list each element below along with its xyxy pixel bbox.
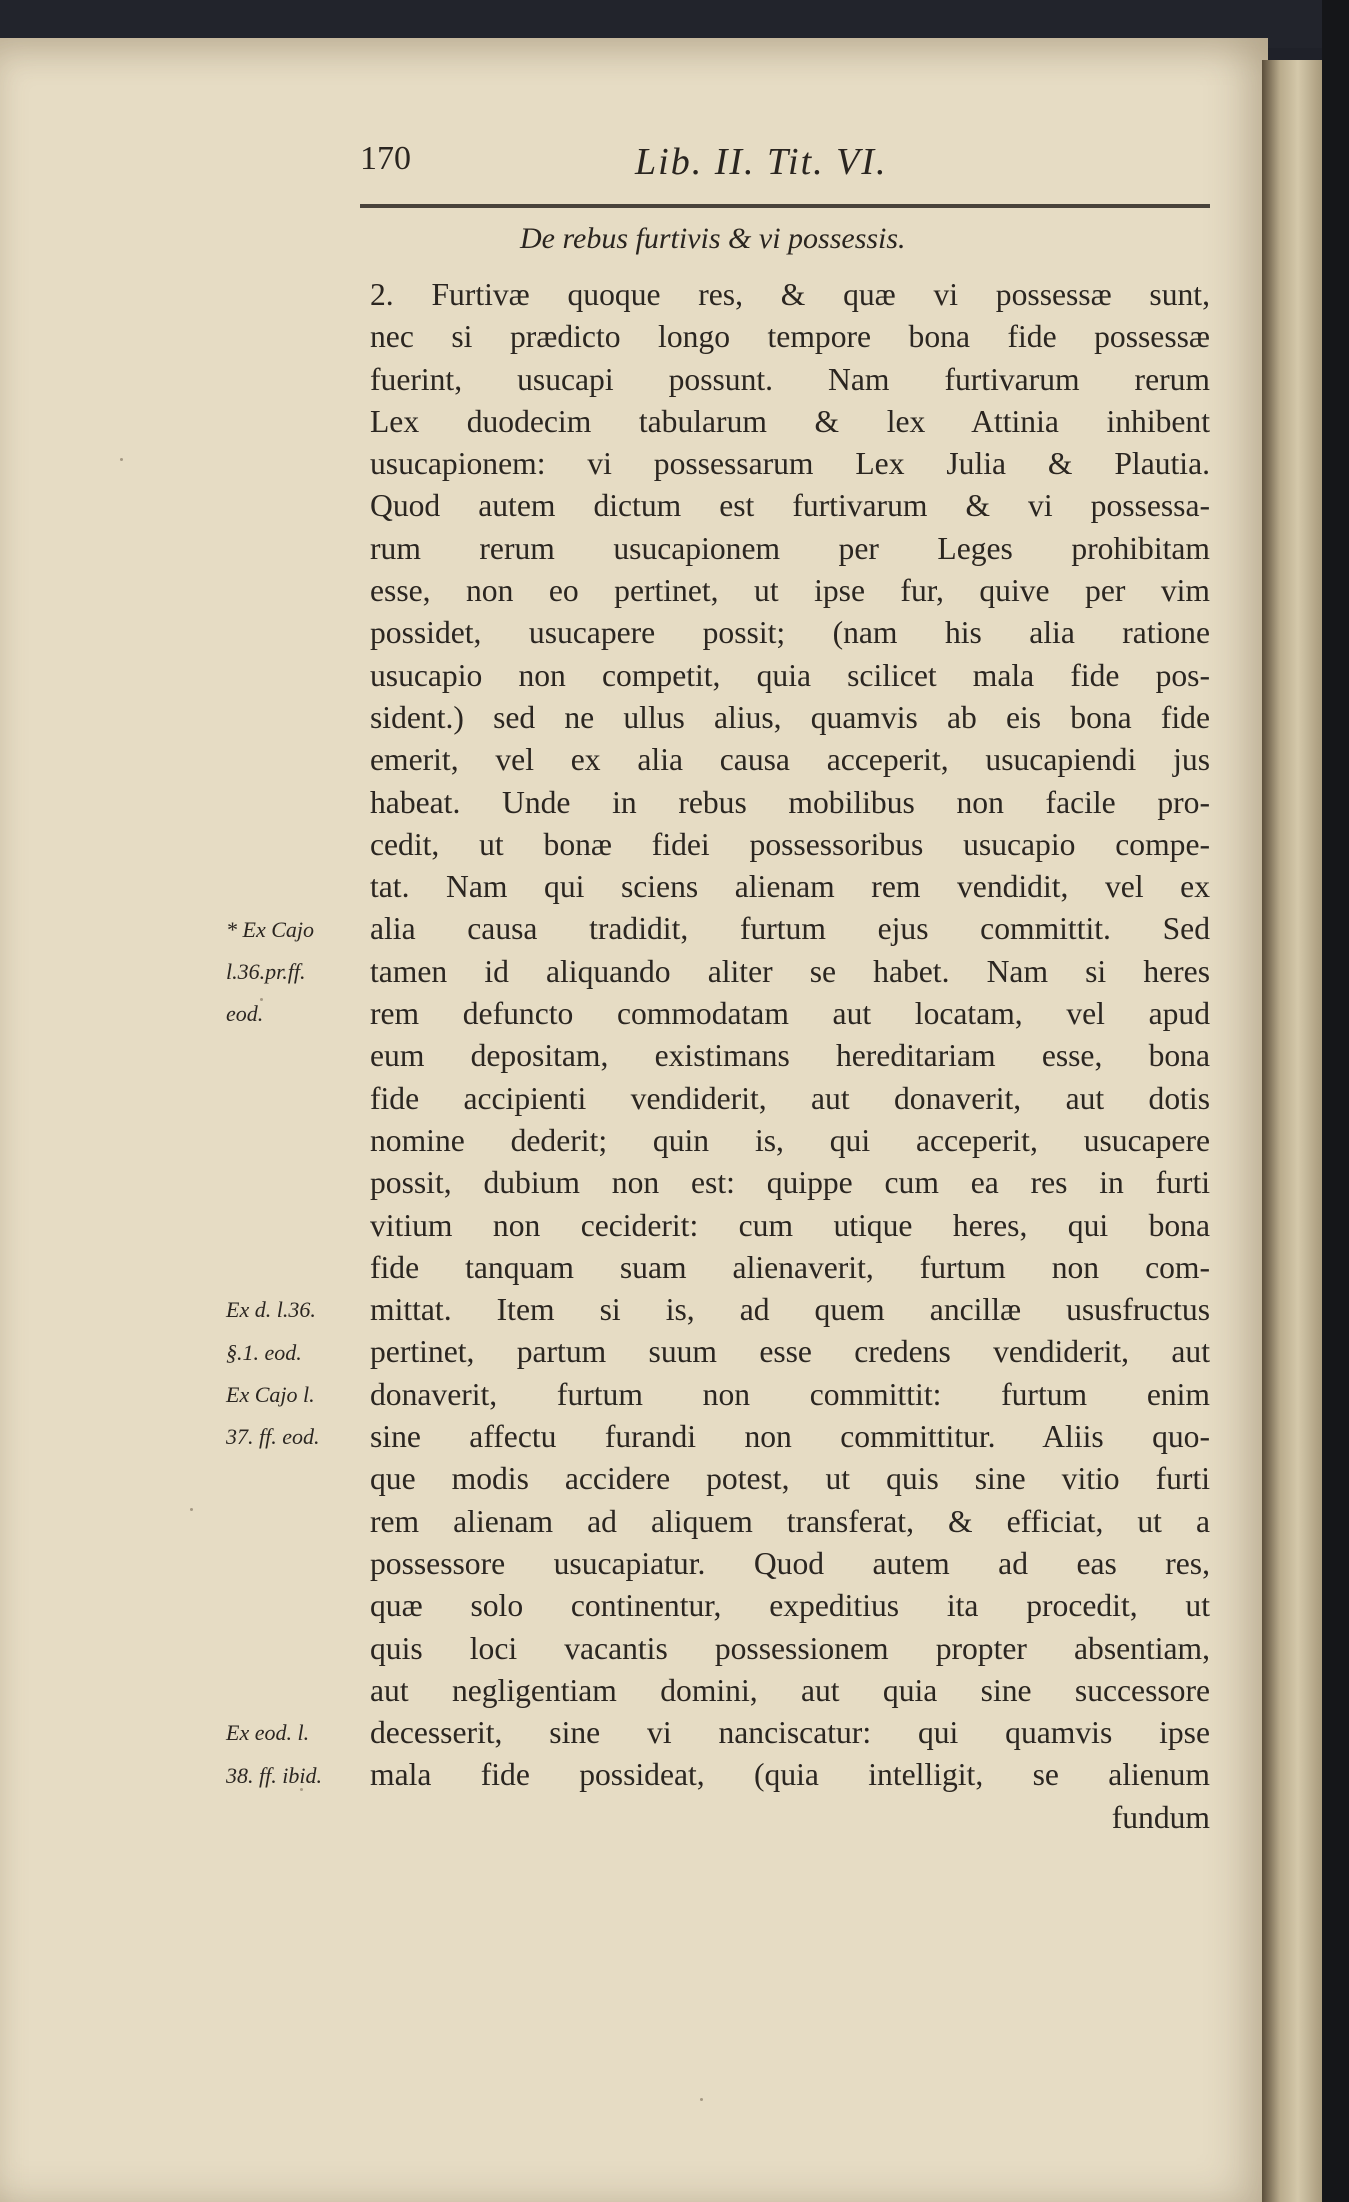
text-line: mittat. Item si is, ad quem ancillæ ususfructus bbox=[370, 1292, 1210, 1328]
text-line: tat. Nam qui sciens alienam rem vendidit, vel ex bbox=[370, 869, 1210, 905]
text-line: quis loci vacantis possessionem propter absentiam, bbox=[370, 1630, 1210, 1666]
margin-note: l.36.pr.ff. bbox=[226, 958, 306, 984]
margin-note: §.1. eod. bbox=[226, 1339, 302, 1365]
text-line: mala fide possideat, (quia intelligit, se alienum bbox=[370, 1757, 1210, 1793]
margin-note: Ex Cajo l. bbox=[226, 1381, 315, 1407]
text-line: eum depositam, existimans hereditariam esse, bona bbox=[370, 1038, 1210, 1074]
section-title: De rebus furtivis & vi possessis. bbox=[520, 222, 906, 255]
margin-note: * Ex Cajo bbox=[226, 916, 314, 942]
text-line: rem defuncto commodatam aut locatam, vel apud bbox=[370, 996, 1210, 1032]
text-line: quæ solo continentur, expeditius ita procedit, ut bbox=[370, 1588, 1210, 1624]
text-line: pertinet, partum suum esse credens vendiderit, aut bbox=[370, 1334, 1210, 1370]
margin-note: 38. ff. ibid. bbox=[226, 1762, 322, 1788]
body-text bbox=[370, 274, 1210, 1839]
margin-note: 37. ff. eod. bbox=[226, 1424, 320, 1450]
text-line: decesserit, sine vi nanciscatur: qui quamvis ipse bbox=[370, 1715, 1210, 1751]
page-header bbox=[360, 140, 1210, 200]
text-line: rem alienam ad aliquem transferat, & efficiat, ut a bbox=[370, 1503, 1210, 1539]
text-line: nomine dederit; quin is, qui acceperit, usucapere bbox=[370, 1122, 1210, 1158]
text-line: aut negligentiam domini, aut quia sine successore bbox=[370, 1672, 1210, 1708]
text-line: fide accipienti vendiderit, aut donaverit, aut dotis bbox=[370, 1080, 1210, 1116]
text-line: nec si prædicto longo tempore bona fide possessæ bbox=[370, 319, 1210, 355]
text-line: fide tanquam suam alienaverit, furtum non com- bbox=[370, 1249, 1210, 1285]
text-line: tamen id aliquando aliter se habet. Nam si heres bbox=[370, 953, 1210, 989]
text-line: possidet, usucapere possit; (nam his alia ratione bbox=[370, 615, 1210, 651]
running-head: Lib. II. Tit. VI. bbox=[635, 141, 888, 183]
text-line: Lex duodecim tabularum & lex Attinia inhibent bbox=[370, 403, 1210, 439]
text-line: vitium non ceciderit: cum utique heres, qui bona bbox=[370, 1207, 1210, 1243]
page-edge-shadow bbox=[1262, 60, 1322, 2202]
text-line: sident.) sed ne ullus alius, quamvis ab eis bona fide bbox=[370, 699, 1210, 735]
text-line: usucapionem: vi possessarum Lex Julia & Plautia. bbox=[370, 446, 1210, 482]
scan-right-border bbox=[1322, 0, 1349, 2202]
text-line: 2. Furtivæ quoque res, & quæ vi possessæ sunt, bbox=[370, 277, 1210, 312]
text-line: sine affectu furandi non committitur. Aliis quo- bbox=[370, 1419, 1210, 1455]
text-line: esse, non eo pertinet, ut ipse fur, quive per vim bbox=[370, 573, 1210, 609]
text-line: habeat. Unde in rebus mobilibus non facile pro- bbox=[370, 784, 1210, 820]
text-line: possessore usucapiatur. Quod autem ad eas res, bbox=[370, 1545, 1210, 1581]
text-line: alia causa tradidit, furtum ejus committit. Sed bbox=[370, 911, 1210, 947]
text-line: cedit, ut bonæ fidei possessoribus usucapio compe- bbox=[370, 826, 1210, 862]
text-line: emerit, vel ex alia causa acceperit, usucapiendi jus bbox=[370, 742, 1210, 778]
text-line: possit, dubium non est: quippe cum ea res in furti bbox=[370, 1165, 1210, 1201]
text-line: que modis accidere potest, ut quis sine vitio furti bbox=[370, 1461, 1210, 1497]
text-line: donaverit, furtum non committit: furtum enim bbox=[370, 1376, 1210, 1412]
margin-note: Ex eod. l. bbox=[226, 1720, 310, 1746]
margin-note: eod. bbox=[226, 1001, 264, 1027]
text-line: fuerint, usucapi possunt. Nam furtivarum rerum bbox=[370, 361, 1210, 397]
header-rule bbox=[360, 204, 1210, 208]
text-line: fundum bbox=[1111, 1799, 1210, 1835]
margin-note: Ex d. l.36. bbox=[226, 1297, 316, 1323]
text-line: rum rerum usucapionem per Leges prohibitam bbox=[370, 530, 1210, 566]
text-line: Quod autem dictum est furtivarum & vi possessa- bbox=[370, 488, 1210, 524]
page-number: 170 bbox=[360, 140, 411, 177]
text-line: usucapio non competit, quia scilicet mala fide pos- bbox=[370, 657, 1210, 693]
